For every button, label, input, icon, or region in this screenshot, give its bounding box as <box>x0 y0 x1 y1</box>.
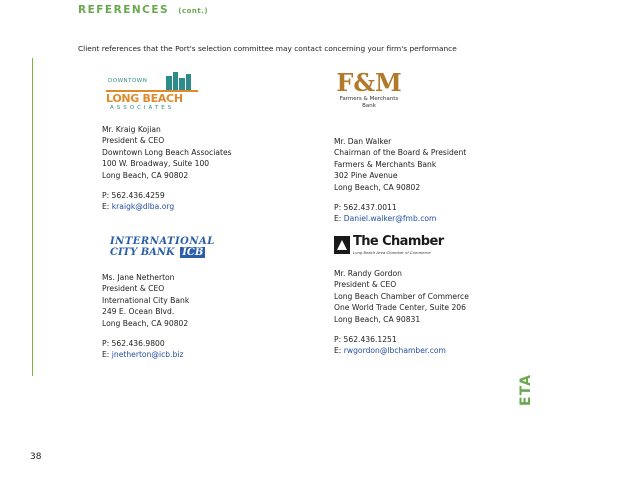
contact-email-row <box>334 345 469 356</box>
contact-phone: P: 562.437.0011 <box>334 203 397 213</box>
chamber-logo-name: The Chamber <box>353 234 444 249</box>
dlba-logo-line3: ASSOCIATES <box>110 105 175 111</box>
email-prefix: E: <box>334 214 344 224</box>
contact-org: Farmers & Merchants Bank <box>334 159 437 169</box>
fmb-logo <box>334 70 404 122</box>
reference-card-3 <box>102 272 189 361</box>
contact-org: International City Bank <box>102 295 190 305</box>
left-divider <box>32 58 33 376</box>
contact-address1: One World Trade Center, Suite 206 <box>334 303 466 313</box>
icb-logo-badge: ICB <box>182 247 204 258</box>
contact-org: Long Beach Chamber of Commerce <box>334 291 469 301</box>
page-number: 38 <box>30 452 42 462</box>
section-title-text: REFERENCES <box>78 4 170 16</box>
email-prefix: E: <box>102 350 112 360</box>
contact-title: Chairman of the Board & President <box>334 148 467 158</box>
contact-email-row <box>334 213 466 224</box>
contact-org: Downtown Long Beach Associates <box>102 147 232 157</box>
contact-address2: Long Beach, CA 90802 <box>334 182 421 192</box>
contact-address2: Long Beach, CA 90802 <box>102 170 189 180</box>
email-prefix: E: <box>102 202 112 212</box>
contact-email-link[interactable]: jnetherton@icb.biz <box>111 350 184 360</box>
icb-logo-line2 <box>110 247 210 258</box>
contact-email-link[interactable]: rwgordon@lbchamber.com <box>343 346 446 356</box>
side-tab-label: ETA <box>517 374 534 406</box>
fmb-logo-name: Farmers & Merchants <box>339 96 399 102</box>
contact-email-row <box>102 201 232 212</box>
contact-name: Mr. Dan Walker <box>334 137 392 146</box>
icb-logo-citybank: CITY BANK <box>110 247 175 258</box>
contact-address1: 100 W. Broadway, Suite 100 <box>102 159 210 169</box>
chamber-logo <box>334 234 446 262</box>
contact-address1: 302 Pine Avenue <box>334 171 398 181</box>
contact-address2: Long Beach, CA 90802 <box>102 318 189 328</box>
icb-logo <box>110 236 215 266</box>
email-prefix: E: <box>334 346 344 356</box>
chamber-logo-sub: Long Beach Area Chamber of Commerce <box>353 250 431 255</box>
contact-address1: 249 E. Ocean Blvd. <box>102 307 175 317</box>
contact-email-link[interactable]: kraigk@dlba.org <box>111 202 175 212</box>
contact-address2: Long Beach, CA 90831 <box>334 314 421 324</box>
section-title-suffix: (cont.) <box>178 7 209 15</box>
icb-logo-line1: INTERNATIONAL <box>110 236 215 247</box>
chamber-mark-icon <box>334 236 350 254</box>
section-title <box>78 4 208 16</box>
dlba-logo-line1: DOWNTOWN <box>108 78 148 84</box>
reference-card-1 <box>102 124 232 213</box>
dlba-logo <box>106 70 198 114</box>
contact-phone: P: 562.436.1251 <box>334 335 397 345</box>
dlba-logo-line2: LONG BEACH <box>106 92 183 105</box>
reference-card-2 <box>334 136 466 225</box>
contact-name: Ms. Jane Netherton <box>102 273 175 282</box>
contact-name: Mr. Kraig Kojian <box>102 125 161 134</box>
section-subtitle: Client references that the Port's selection committee may contact concerning your firm's performance <box>78 44 457 53</box>
contact-title: President & CEO <box>102 284 165 294</box>
fmb-monogram: F&M <box>336 68 402 97</box>
contact-email-row <box>102 349 189 360</box>
reference-card-4 <box>334 268 469 357</box>
contact-title: President & CEO <box>334 280 397 290</box>
contact-phone: P: 562.436.4259 <box>102 191 165 201</box>
fmb-logo-bank: Bank <box>362 103 376 109</box>
contact-phone: P: 562.436.9800 <box>102 339 165 349</box>
side-tab-eta <box>516 372 540 408</box>
contact-email-link[interactable]: Daniel.walker@fmb.com <box>343 214 437 224</box>
contact-name: Mr. Randy Gordon <box>334 269 402 278</box>
contact-title: President & CEO <box>102 136 165 146</box>
